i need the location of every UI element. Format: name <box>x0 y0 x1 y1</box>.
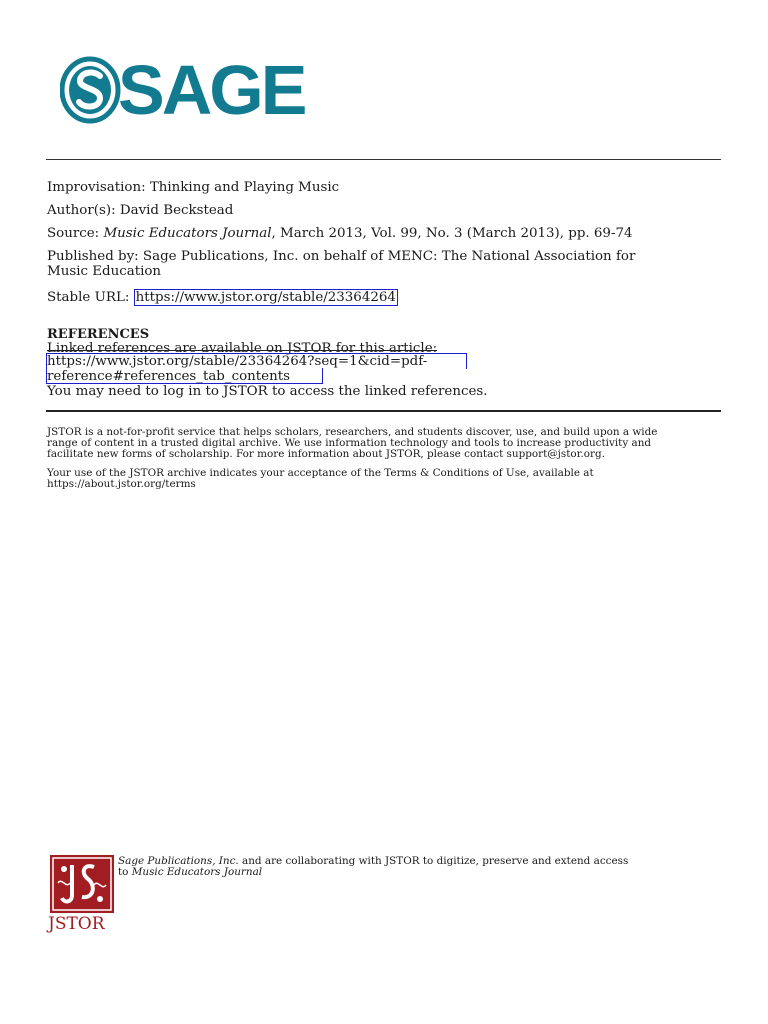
header-divider <box>46 159 721 160</box>
notice-line-2: range of content in a trusted digital archive. We use information technology and tools to increase productivity and <box>47 437 652 449</box>
jstor-logo-text: JSTOR <box>48 914 105 934</box>
footer-to: to <box>118 866 132 878</box>
source-detail: , March 2013, Vol. 99, No. 3 (March 2013), pp. 69-74 <box>271 226 633 241</box>
references-link-line-2[interactable]: reference#references_tab_contents <box>47 369 290 384</box>
article-title: Improvisation: Thinking and Playing Music <box>47 180 340 195</box>
collaboration-statement <box>118 856 628 878</box>
notice-line-1: JSTOR is a not-for-profit service that helps scholars, researchers, and students discover, use, and build upon a wide <box>47 426 658 438</box>
author-label: Author(s): <box>47 203 120 218</box>
notice-divider <box>46 410 721 412</box>
published-line-1: Published by: Sage Publications, Inc. on behalf of MENC: The National Association for <box>47 249 636 264</box>
terms-url[interactable]: https://about.jstor.org/terms <box>47 478 196 490</box>
references-login-note: You may need to log in to JSTOR to access the linked references. <box>47 384 488 399</box>
footer-publisher: Sage Publications, Inc. <box>118 855 239 867</box>
footer-journal: Music Educators Journal <box>131 866 263 878</box>
footer-and: and <box>238 855 265 867</box>
footer-collab-text: are collaborating with JSTOR to digitize, preserve and extend access <box>264 855 629 867</box>
author-name: David Beckstead <box>119 203 234 218</box>
terms-line-1: Your use of the JSTOR archive indicates your acceptance of the Terms & Conditions of Use, available at <box>47 467 594 479</box>
sage-s-circle-icon <box>60 56 122 124</box>
references-heading: REFERENCES <box>47 327 150 342</box>
terms-notice <box>47 468 727 490</box>
jstor-logo <box>50 855 114 935</box>
published-by <box>47 249 635 279</box>
references-link-line-1[interactable]: https://www.jstor.org/stable/23364264?seq=1&cid=pdf- <box>47 354 428 369</box>
sage-logo-text: SAGE <box>118 51 305 129</box>
references-link[interactable] <box>47 354 467 384</box>
source-label: Source: <box>47 226 104 241</box>
source-line <box>47 226 633 241</box>
references-available-text: Linked references are available on JSTOR for this article: <box>47 341 438 356</box>
published-line-2: Music Education <box>47 264 162 279</box>
jstor-notice <box>47 427 727 460</box>
source-journal: Music Educators Journal <box>103 226 272 241</box>
stable-url-link[interactable]: https://www.jstor.org/stable/23364264 <box>135 290 396 305</box>
notice-line-3: facilitate new forms of scholarship. For more information about JSTOR, please contact support@jstor.org. <box>47 448 605 460</box>
jstor-ornament-icon <box>50 855 114 913</box>
sage-logo <box>60 51 328 129</box>
stable-url-line <box>47 290 398 305</box>
author-line <box>47 203 233 218</box>
stable-url-label: Stable URL: <box>47 290 134 305</box>
